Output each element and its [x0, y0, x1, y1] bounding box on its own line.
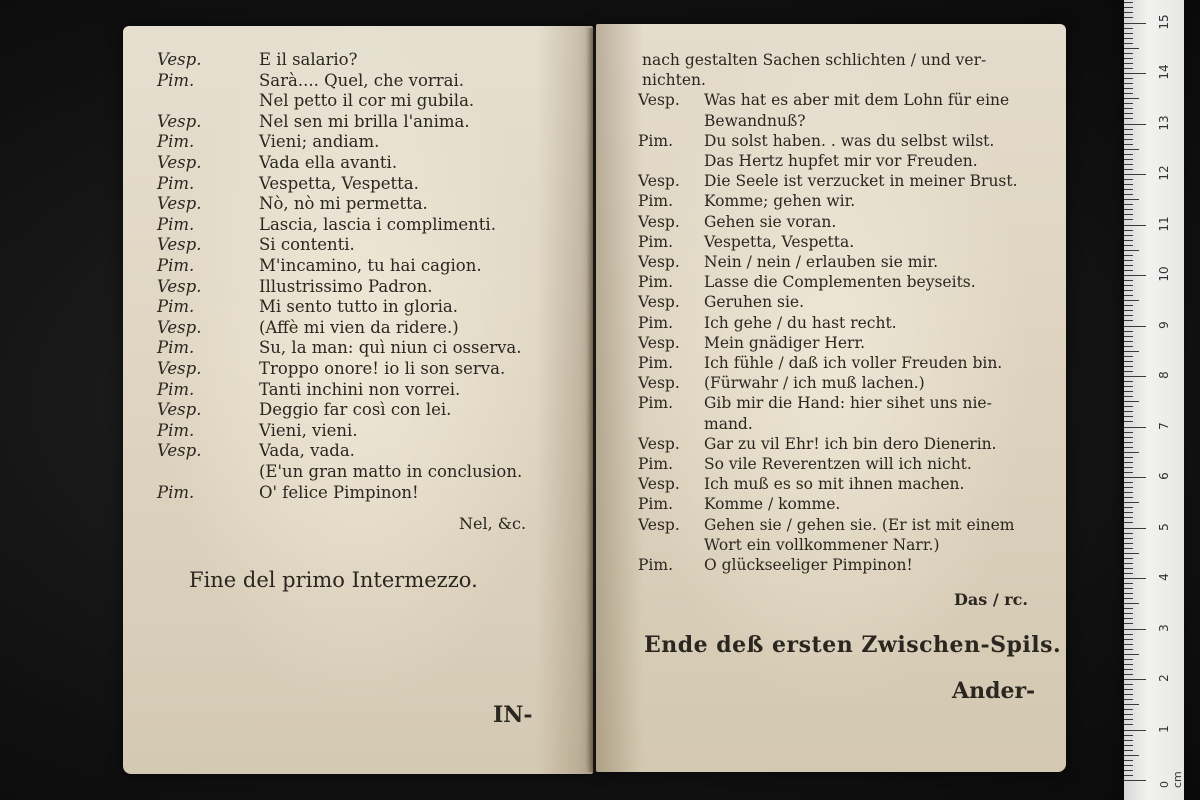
ruler-tick [1124, 548, 1133, 549]
ruler-tick [1124, 391, 1133, 392]
ruler-tick [1124, 351, 1139, 352]
ruler-number: 10 [1157, 266, 1171, 282]
line-text: So vile Reverentzen will ich nicht. [704, 455, 972, 473]
speaker-label: Vesp. [157, 441, 202, 461]
ruler-unit-label: 0 cm [1158, 771, 1184, 788]
ruler-tick [1124, 326, 1146, 327]
ruler-tick [1124, 108, 1133, 109]
line-text: (Affè mi vien da ridere.) [259, 317, 459, 337]
ruler-tick [1124, 225, 1146, 226]
ruler-tick [1124, 300, 1139, 301]
ruler-tick [1124, 28, 1133, 29]
speaker-label: Pim. [638, 131, 674, 150]
ruler-tick [1124, 593, 1133, 594]
ruler-tick [1124, 674, 1133, 675]
speaker-label: Pim. [157, 482, 195, 502]
speaker-label: Vesp. [157, 50, 202, 69]
ruler-tick [1124, 341, 1133, 342]
line-text: M'incamino, tu hai cagion. [259, 256, 482, 275]
line-text: Geruhen sie. [704, 293, 805, 312]
ruler-number: 12 [1157, 165, 1171, 181]
ruler-tick [1124, 563, 1133, 564]
ruler-tick [1124, 598, 1133, 599]
ruler-tick [1124, 270, 1133, 271]
ruler-tick [1124, 295, 1133, 296]
ruler-tick [1124, 401, 1139, 402]
left-page-finale: Fine del primo Intermezzo. [189, 568, 478, 592]
ruler-tick [1124, 265, 1133, 266]
ruler-tick [1124, 12, 1133, 13]
ruler-tick [1124, 421, 1133, 422]
line-text: (E'un gran matto in conclusion. [259, 462, 523, 481]
speaker-label: Vesp. [638, 515, 680, 534]
line-text: Vespetta, Vespetta. [704, 232, 855, 251]
line-text: Die Seele ist verzucket in meiner Brust. [704, 172, 1018, 191]
speaker-label: Pim. [638, 455, 674, 473]
speaker-label: Pim. [638, 556, 674, 574]
ruler-tick [1124, 154, 1133, 155]
ruler-tick [1124, 305, 1133, 306]
ruler-tick [1124, 669, 1133, 670]
speaker-label: Vesp. [638, 253, 680, 271]
ruler-tick [1124, 48, 1139, 49]
ruler-tick [1124, 755, 1139, 756]
ruler-tick [1124, 260, 1133, 261]
ruler-tick [1124, 230, 1133, 231]
ruler-tick [1124, 522, 1133, 523]
ruler-tick [1124, 467, 1133, 468]
ruler-tick [1124, 724, 1133, 725]
ruler-tick [1124, 684, 1133, 685]
ruler-tick [1124, 124, 1146, 125]
ruler-tick [1124, 361, 1133, 362]
ruler-tick [1124, 174, 1146, 175]
ruler-number: 9 [1157, 320, 1171, 329]
line-text: Vada ella avanti. [259, 153, 398, 172]
speaker-label: Vesp. [638, 333, 680, 352]
speaker-label: Pim. [638, 394, 674, 413]
line-text: Wort ein vollkommener Narr.) [704, 535, 940, 554]
speaker-label: Vesp. [638, 212, 680, 231]
ruler-tick [1124, 290, 1133, 291]
ruler-tick [1124, 310, 1133, 311]
ruler-number: 11 [1157, 215, 1171, 232]
speaker-label: Vesp. [157, 400, 202, 420]
line-text: Lascia, lascia i complimenti. [259, 214, 496, 234]
line-text: Das Hertz hupfet mir vor Freuden. [704, 152, 978, 170]
line-text: Su, la man: quì niun ci osserva. [259, 338, 522, 358]
measuring-ruler [1124, 0, 1184, 800]
ruler-tick [1124, 558, 1133, 559]
ruler-tick [1124, 356, 1133, 357]
ruler-tick [1124, 396, 1133, 397]
speaker-label: Pim. [157, 132, 195, 152]
line-text: Vada, vada. [259, 441, 355, 461]
line-text: Ich muß es so mit ihnen machen. [704, 475, 965, 494]
ruler-tick [1124, 235, 1133, 236]
speaker-label: Pim. [157, 338, 195, 358]
ruler-tick [1124, 452, 1139, 453]
line-text: Vespetta, Vespetta. [259, 173, 419, 193]
ruler-tick [1124, 159, 1133, 160]
ruler-tick [1124, 7, 1133, 8]
speaker-label: Vesp. [638, 374, 680, 393]
ruler-tick [1124, 613, 1133, 614]
right-cue: Das / rc. [954, 590, 1028, 609]
ruler-tick [1124, 719, 1133, 720]
line-text: Sarà.... Quel, che vorrai. [259, 70, 465, 90]
ruler-tick [1124, 68, 1133, 69]
ruler-tick [1124, 103, 1133, 104]
ruler-tick [1124, 93, 1133, 94]
line-text: Bewandnuß? [704, 111, 806, 130]
ruler-tick [1124, 320, 1133, 321]
ruler-tick [1124, 83, 1133, 84]
ruler-tick [1124, 472, 1133, 473]
ruler-tick [1124, 629, 1146, 630]
ruler-tick [1124, 740, 1133, 741]
speaker-label: Pim. [157, 173, 195, 193]
line-text: O glückseeliger Pimpinon! [704, 556, 913, 574]
ruler-tick [1124, 209, 1133, 210]
ruler-tick [1124, 134, 1133, 135]
ruler-tick [1124, 17, 1133, 18]
line-text: Deggio far così con lei. [259, 400, 452, 420]
ruler-tick [1124, 568, 1133, 569]
ruler-tick [1124, 346, 1133, 347]
speaker-label: Vesp. [157, 153, 202, 172]
right-catchword: Ander- [952, 678, 1036, 704]
ruler-tick [1124, 53, 1133, 54]
speaker-label: Pim. [638, 313, 674, 332]
ruler-tick [1124, 780, 1146, 781]
ruler-tick [1124, 765, 1133, 766]
ruler-tick [1124, 23, 1146, 24]
line-text: Vieni, vieni. [259, 420, 358, 440]
speaker-label: Pim. [157, 297, 195, 317]
ruler-tick [1124, 457, 1133, 458]
ruler-tick [1124, 214, 1133, 215]
ruler-tick [1124, 2, 1133, 3]
ruler-tick [1124, 714, 1133, 715]
ruler-tick [1124, 189, 1133, 190]
ruler-tick [1124, 538, 1133, 539]
line-text: O' felice Pimpinon! [259, 482, 419, 502]
ruler-tick [1124, 735, 1133, 736]
ruler-tick [1124, 43, 1133, 44]
ruler-tick [1124, 634, 1133, 635]
ruler-tick [1124, 376, 1146, 377]
ruler-tick [1124, 608, 1133, 609]
left-catchword: IN- [493, 702, 533, 728]
ruler-tick [1124, 371, 1133, 372]
ruler-tick [1124, 437, 1133, 438]
ruler-number: 14 [1157, 64, 1171, 80]
ruler-tick [1124, 240, 1133, 241]
ruler-number: 2 [1157, 674, 1171, 682]
ruler-tick [1124, 512, 1133, 513]
ruler-tick [1124, 381, 1133, 382]
ruler-tick [1124, 750, 1133, 751]
ruler-tick [1124, 280, 1133, 281]
speaker-label: Vesp. [157, 235, 202, 255]
line-text: Ich gehe / du hast recht. [704, 313, 897, 332]
ruler-tick [1124, 492, 1133, 493]
ruler-tick [1124, 497, 1133, 498]
line-text: Vieni; andiam. [259, 132, 380, 152]
ruler-tick [1124, 699, 1133, 700]
ruler-tick [1124, 528, 1146, 529]
line-text: Nel sen mi brilla l'anima. [259, 111, 470, 131]
ruler-tick [1124, 533, 1133, 534]
line-text: mand. [704, 414, 753, 433]
ruler-tick [1124, 679, 1146, 680]
ruler-tick [1124, 603, 1139, 604]
ruler-tick [1124, 78, 1133, 79]
speaker-label: Vesp. [157, 359, 202, 378]
line-text: Mein gnädiger Herr. [704, 333, 866, 352]
line-text: Nel petto il cor mi gubila. [259, 91, 475, 111]
ruler-tick [1124, 432, 1133, 433]
speaker-label: Vesp. [157, 194, 202, 214]
line-text: Si contenti. [259, 235, 355, 255]
ruler-tick [1124, 411, 1133, 412]
ruler-tick [1124, 664, 1133, 665]
ruler-tick [1124, 709, 1133, 710]
ruler-tick [1124, 179, 1133, 180]
ruler-tick [1124, 204, 1133, 205]
ruler-tick [1124, 654, 1139, 655]
speaker-label: Pim. [638, 354, 674, 372]
ruler-tick [1124, 573, 1133, 574]
ruler-tick [1124, 245, 1133, 246]
ruler-tick [1124, 482, 1133, 483]
line-text: Troppo onore! io li son serva. [259, 359, 506, 378]
ruler-number: 6 [1157, 472, 1171, 480]
line-text: Lasse die Complementen beyseits. [704, 273, 976, 292]
line-text: Komme; gehen wir. [704, 192, 856, 211]
ruler-tick [1124, 649, 1133, 650]
ruler-tick [1124, 63, 1133, 64]
line-text: nichten. [642, 71, 706, 90]
left-page [123, 26, 593, 774]
ruler-tick [1124, 255, 1133, 256]
ruler-tick [1124, 139, 1133, 140]
line-text: Tanti inchini non vorrei. [259, 379, 461, 399]
ruler-tick [1124, 149, 1139, 150]
line-text: Nò, nò mi permetta. [259, 194, 428, 214]
ruler-tick [1124, 98, 1139, 99]
ruler-number: 1 [1157, 724, 1171, 733]
ruler-tick [1124, 184, 1133, 185]
ruler-tick [1124, 33, 1133, 34]
left-cue: Nel, &c. [459, 514, 527, 533]
ruler-number: 8 [1157, 371, 1171, 379]
ruler-tick [1124, 164, 1133, 165]
ruler-tick [1124, 507, 1133, 508]
ruler-tick [1124, 644, 1133, 645]
ruler-tick [1124, 578, 1146, 579]
ruler-tick [1124, 219, 1133, 220]
line-text: (Fürwahr / ich muß lachen.) [704, 374, 925, 393]
ruler-tick [1124, 129, 1133, 130]
line-text: Ich fühle / daß ich voller Freuden bin. [704, 354, 1003, 372]
speaker-label: Vesp. [157, 276, 202, 296]
ruler-tick [1124, 118, 1133, 119]
speaker-label: Pim. [157, 70, 195, 90]
line-text: Gehen sie voran. [704, 212, 837, 231]
ruler-tick [1124, 639, 1133, 640]
ruler-tick [1124, 623, 1133, 624]
right-page [596, 24, 1066, 772]
speaker-label: Vesp. [638, 172, 680, 191]
ruler-tick [1124, 199, 1139, 200]
ruler-tick [1124, 487, 1133, 488]
speaker-label: Pim. [638, 192, 674, 211]
ruler-tick [1124, 366, 1133, 367]
ruler-tick [1124, 659, 1133, 660]
ruler-tick [1124, 73, 1146, 74]
ruler-number: 15 [1157, 13, 1171, 30]
ruler-tick [1124, 745, 1133, 746]
ruler-tick [1124, 760, 1133, 761]
speaker-label: Pim. [157, 379, 195, 399]
ruler-tick [1124, 689, 1133, 690]
ruler-tick [1124, 336, 1133, 337]
ruler-number: 7 [1157, 421, 1171, 430]
ruler-tick [1124, 427, 1146, 428]
ruler-tick [1124, 502, 1139, 503]
ruler-tick [1124, 543, 1133, 544]
ruler-number: 3 [1157, 623, 1171, 632]
line-text: Gib mir die Hand: hier sihet uns nie- [704, 394, 992, 413]
ruler-number: 4 [1157, 573, 1171, 581]
ruler-tick [1124, 694, 1133, 695]
ruler-tick [1124, 704, 1139, 705]
line-text: Was hat es aber mit dem Lohn für eine [704, 91, 1010, 110]
ruler-tick [1124, 285, 1133, 286]
line-text: Gehen sie / gehen sie. (Er ist mit einem [704, 515, 1015, 534]
speaker-label: Pim. [157, 256, 195, 275]
speaker-label: Pim. [157, 214, 195, 234]
ruler-tick [1124, 331, 1133, 332]
ruler-tick [1124, 588, 1133, 589]
line-text: Gar zu vil Ehr! ich bin dero Dienerin. [704, 434, 997, 453]
ruler-tick [1124, 447, 1133, 448]
speaker-label: Vesp. [638, 91, 680, 110]
line-text: E il salario? [259, 50, 358, 69]
speaker-label: Pim. [638, 495, 674, 514]
ruler-tick [1124, 58, 1133, 59]
ruler-tick [1124, 477, 1146, 478]
line-text: nach gestalten Sachen schlichten / und ver- [642, 51, 987, 69]
speaker-label: Vesp. [157, 111, 202, 131]
ruler-tick [1124, 88, 1133, 89]
ruler-tick [1124, 275, 1146, 276]
ruler-tick [1124, 169, 1133, 170]
ruler-tick [1124, 416, 1133, 417]
ruler-tick [1124, 315, 1133, 316]
right-page-finale: Ende deß ersten Zwischen-Spils. [644, 632, 1062, 658]
ruler-tick [1124, 770, 1133, 771]
line-text: Du solst haben. . was du selbst wilst. [704, 131, 995, 150]
ruler-tick [1124, 406, 1133, 407]
line-text: Nein / nein / erlauben sie mir. [704, 253, 938, 271]
ruler-tick [1124, 113, 1133, 114]
ruler-tick [1124, 517, 1133, 518]
ruler-tick [1124, 144, 1133, 145]
line-text: Illustrissimo Padron. [259, 276, 433, 296]
speaker-label: Vesp. [638, 434, 680, 453]
ruler-tick [1124, 250, 1139, 251]
ruler-tick [1124, 386, 1133, 387]
ruler-tick [1124, 730, 1146, 731]
ruler-tick [1124, 38, 1133, 39]
ruler-number: 5 [1157, 522, 1171, 531]
line-text: Mi sento tutto in gloria. [259, 297, 458, 317]
ruler-tick [1124, 775, 1133, 776]
ruler-tick [1124, 194, 1133, 195]
speaker-label: Vesp. [157, 317, 202, 337]
ruler-tick [1124, 583, 1133, 584]
speaker-label: Pim. [157, 420, 195, 440]
ruler-tick [1124, 553, 1139, 554]
speaker-label: Vesp. [638, 475, 680, 494]
speaker-label: Vesp. [638, 293, 680, 312]
line-text: Komme / komme. [704, 495, 841, 514]
speaker-label: Pim. [638, 232, 674, 251]
ruler-tick [1124, 442, 1133, 443]
ruler-tick [1124, 462, 1133, 463]
speaker-label: Pim. [638, 273, 674, 292]
ruler-tick [1124, 618, 1133, 619]
ruler-number: 13 [1157, 114, 1171, 131]
